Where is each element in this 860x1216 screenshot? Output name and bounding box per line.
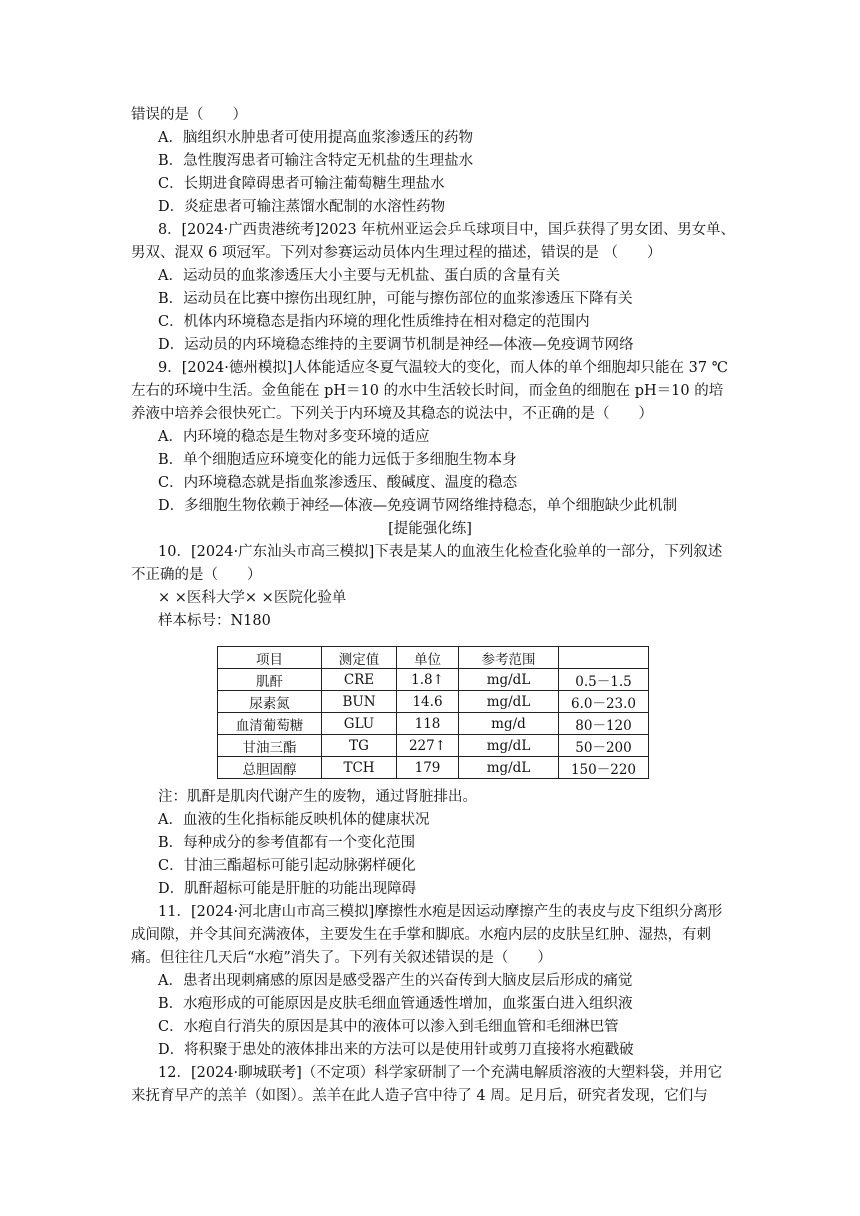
table-cell: 150－220 [559,757,649,779]
table-cell: 6.0－23.0 [559,691,649,713]
q7-stem-tail: 错误的是（ ） [131,107,247,123]
table-cell: GLU [322,713,397,735]
header-cell: 单位 [397,647,459,669]
q7-option-b: B．急性腹泻患者可输注含特定无机盐的生理盐水 [158,153,474,169]
table-cell: 尿素氮 [218,691,322,713]
q9-option-d: D．多细胞生物依赖于神经—体液—免疫调节网络维持稳态，单个细胞缺少此机制 [158,498,678,514]
q10-option-a: A．血液的生化指标能反映机体的健康状况 [158,812,430,828]
table-row [218,691,649,713]
table-cell: mg/dL [459,691,559,713]
table-row [218,735,649,757]
header-cell: 参考范围 [459,647,559,669]
q12-stem-line1: 12．[2024·聊城联考]（不定项）科学家研制了一个充满电解质溶液的大塑料袋，并用它 [158,1065,723,1081]
table-cell: 0.5－1.5 [559,669,649,691]
table-cell: 14.6 [397,691,459,713]
q10-option-d: D．肌酐超标可能是肝脏的功能出现障碍 [158,881,417,897]
table-cell: TG [322,735,397,757]
header-cell: 测定值 [322,647,397,669]
q11-option-b: B．水疱形成的可能原因是皮肤毛细血管通透性增加，血浆蛋白进入组织液 [158,996,633,1012]
header-cell: 项目 [218,647,322,669]
table-cell: 总胆固醇 [218,757,322,779]
q11-stem-line2: 成间隙，并令其间充满液体，主要发生在手掌和脚底。水疱内层的皮肤呈红肿、湿热，有刺 [131,927,711,943]
q9-option-a: A．内环境的稳态是生物对多变环境的适应 [158,429,430,445]
table-cell: mg/dL [459,735,559,757]
q10-note: 注：肌酐是肌肉代谢产生的废物，通过肾脏排出。 [158,789,477,805]
q11-option-c: C．水疱自行消失的原因是其中的液体可以渗入到毛细血管和毛细淋巴管 [158,1019,619,1035]
table-cell: 50－200 [559,735,649,757]
table-row [218,757,649,779]
q11-option-a: A．患者出现刺痛感的原因是感受器产生的兴奋传到大脑皮层后形成的痛觉 [158,973,633,989]
q11-stem-line1: 11．[2024·河北唐山市高三模拟]摩擦性水疱是因运动摩擦产生的表皮与皮下组织分离形 [158,904,723,920]
q9-stem-line1: 9．[2024·德州模拟]人体能适应冬夏气温较大的变化，而人体的单个细胞却只能在 37 ℃ [158,360,728,376]
lab-results-table [217,646,649,779]
q10-stem-line1: 10．[2024·广东汕头市高三模拟]下表是某人的血液生化检查化验单的一部分，下列叙述 [158,544,723,560]
q11-option-d: D．将积聚于患处的液体排出来的方法可以是使用针或剪刀直接将水疱戳破 [158,1042,634,1058]
q12-stem-line2: 来抚育早产的羔羊（如图）。羔羊在此人造子宫中待了 4 周。足月后，研究者发现，它们与 [131,1088,708,1104]
table-cell: 肌酐 [218,669,322,691]
table-cell: TCH [322,757,397,779]
q10-stem-line2: 不正确的是（ ） [131,567,262,583]
table-cell: mg/d [459,713,559,735]
section-title: [提能强化练] [388,521,472,537]
q8-stem-line1: 8．[2024·广西贵港统考]2023 年杭州亚运会乒乓球项目中，国乒获得了男女团、男女单、 [158,222,735,238]
table-cell: 179 [397,757,459,779]
table-cell: BUN [322,691,397,713]
q9-stem-line2: 左右的环境中生活。金鱼能在 pH＝10 的水中生活较长时间，而金鱼的细胞在 pH＝10 的培 [131,383,724,399]
table-cell: 血清葡萄糖 [218,713,322,735]
q8-stem-line2: 男双、混双 6 项冠军。下列对参赛运动员体内生理过程的描述，错误的是 （ ） [131,245,662,261]
q8-option-b: B．运动员在比赛中擦伤出现红肿，可能与擦伤部位的血浆渗透压下降有关 [158,291,633,307]
q10-option-c: C．甘油三酯超标可能引起动脉粥样硬化 [158,858,416,874]
q7-option-d: D．炎症患者可输注蒸馏水配制的水溶性药物 [158,199,446,215]
q10-sample-number: 样本标号：N180 [158,613,271,629]
table-cell: 227↑ [397,735,459,757]
q10-option-b: B．每种成分的参考值都有一个变化范围 [158,835,416,851]
table-cell: 80－120 [559,713,649,735]
q9-option-b: B．单个细胞适应环境变化的能力远低于多细胞生物本身 [158,452,517,468]
q9-stem-line3: 养液中培养会很快死亡。下列关于内环境及其稳态的说法中，不正确的是（ ） [131,406,653,422]
q8-option-c: C．机体内环境稳态是指内环境的理化性质维持在相对稳定的范围内 [158,314,590,330]
q11-stem-line3: 痛。但往往几天后“水疱”消失了。下列有关叙述错误的是（ ） [131,950,552,966]
table-cell: 118 [397,713,459,735]
table-row [218,669,649,691]
q7-option-a: A．脑组织水肿患者可使用提高血浆渗透压的药物 [158,130,473,146]
table-cell: CRE [322,669,397,691]
q10-hospital-title: × ×医科大学× ×医院化验单 [158,590,347,606]
q9-option-c: C．内环境稳态就是指血浆渗透压、酸碱度、温度的稳态 [158,475,518,491]
q8-option-d: D．运动员的内环境稳态维持的主要调节机制是神经—体液—免疫调节网络 [158,337,634,353]
table-cell: 1.8↑ [397,669,459,691]
table-header-row [218,647,649,669]
table-row [218,713,649,735]
table-cell: 甘油三酯 [218,735,322,757]
q8-option-a: A．运动员的血浆渗透压大小主要与无机盐、蛋白质的含量有关 [158,268,560,284]
q7-option-c: C．长期进食障碍患者可输注葡萄糖生理盐水 [158,176,445,192]
table-cell: mg/dL [459,757,559,779]
header-cell [559,647,649,669]
table-cell: mg/dL [459,669,559,691]
